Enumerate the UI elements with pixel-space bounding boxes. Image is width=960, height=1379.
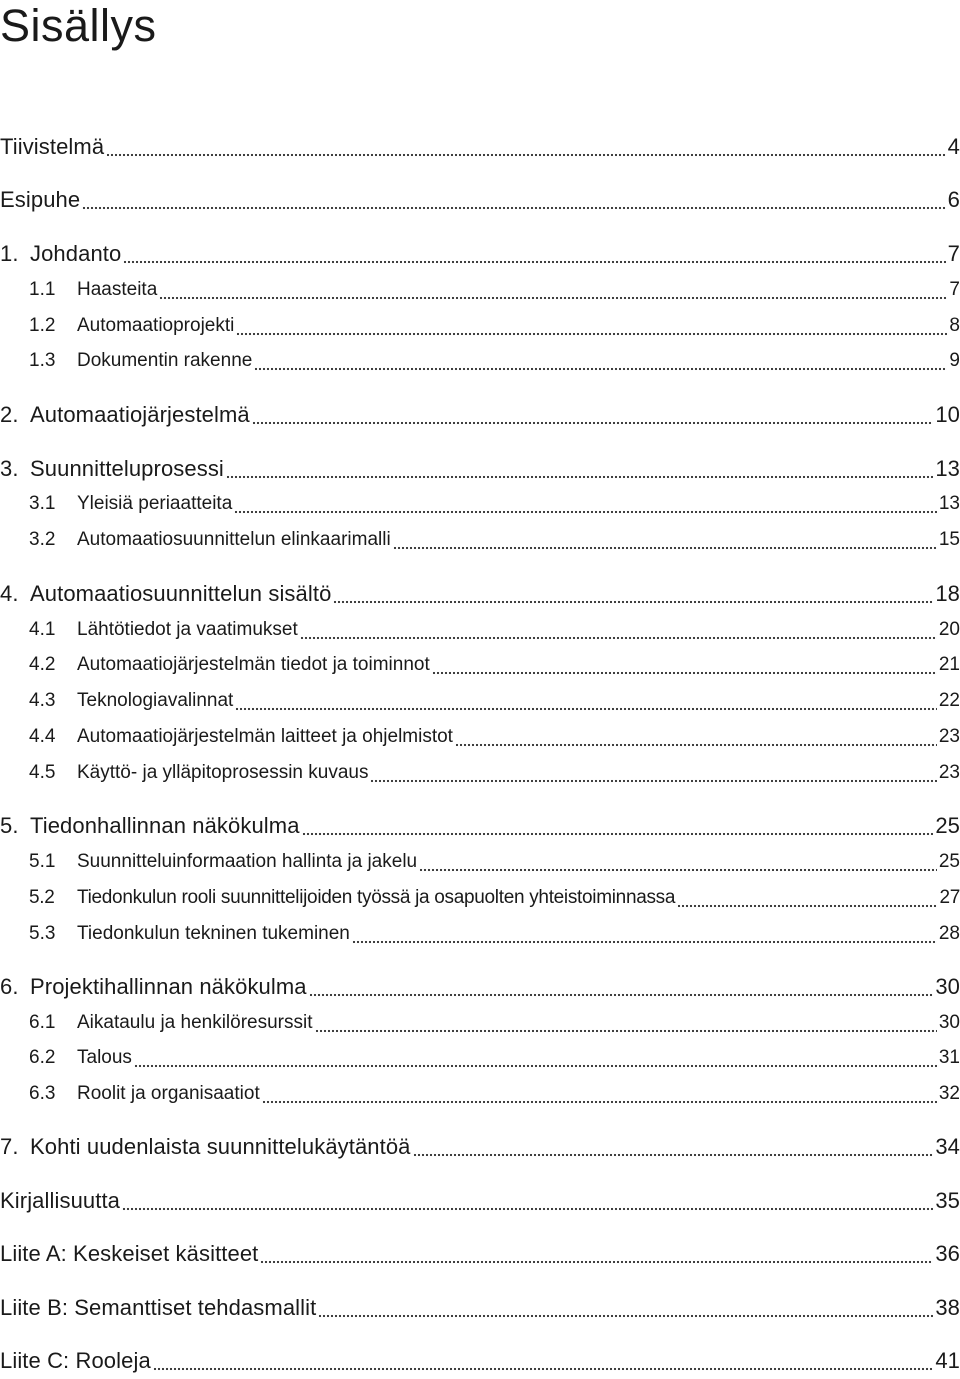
toc-section-entry[interactable] <box>0 613 960 647</box>
toc-entry-page-number: 27 <box>939 887 960 908</box>
toc-entry-number: 4.2 <box>29 654 56 675</box>
toc-chapter-entry[interactable] <box>0 577 960 611</box>
toc-entry-page-number: 25 <box>935 813 960 838</box>
toc-entry-page-number: 18 <box>935 581 960 606</box>
toc-entry-number: 1.1 <box>29 279 56 300</box>
toc-entry-label: Käyttö- ja ylläpitoprosessin kuvaus <box>77 762 369 783</box>
toc-section-entry[interactable] <box>0 756 960 790</box>
toc-section-entry[interactable] <box>0 1077 960 1111</box>
toc-entry-label: Liite A: Keskeiset käsitteet <box>0 1241 259 1266</box>
dot-leader <box>370 779 936 783</box>
dot-leader <box>106 153 945 157</box>
toc-entry-page-number: 23 <box>938 726 960 747</box>
toc-entry-label: Liite B: Semanttiset tehdasmallit <box>0 1295 317 1320</box>
dot-leader <box>352 940 937 944</box>
toc-entry-page-number: 36 <box>935 1241 960 1266</box>
toc-entry-page-number: 4 <box>947 134 960 159</box>
toc-entry-label: Haasteita <box>77 279 158 300</box>
toc-entry-label: Tiedonhallinnan näkökulma <box>30 813 300 838</box>
dot-leader <box>302 832 934 836</box>
toc-entry-number: 3.1 <box>29 493 56 514</box>
toc-entry-number: 6.2 <box>29 1047 56 1068</box>
toc-section-entry[interactable] <box>0 273 960 307</box>
toc-entry-number: 5.2 <box>29 887 55 908</box>
toc-entry-page-number: 6 <box>947 187 960 212</box>
toc-entry-label: Yleisiä periaatteita <box>77 493 233 514</box>
toc-entry-label: Tiedonkulun rooli suunnittelijoiden työssä ja osapuolten yhteistoiminnassa <box>77 887 676 908</box>
dot-leader <box>455 743 937 747</box>
toc-entry-number: 1.2 <box>29 315 56 336</box>
toc-entry-number: 4.4 <box>29 726 56 747</box>
dot-leader <box>252 421 934 425</box>
toc-entry-label: Roolit ja organisaatiot <box>77 1083 260 1104</box>
toc-entry-label: Tiedonkulun tekninen tukeminen <box>77 923 350 944</box>
toc-entry-label: Tiivistelmä <box>0 134 105 159</box>
toc-entry-page-number: 35 <box>935 1188 960 1213</box>
dot-leader <box>234 510 937 514</box>
toc-entry-label: Automaatioprojekti <box>77 315 235 336</box>
toc-chapter-entry[interactable] <box>0 1291 960 1325</box>
toc-entry-label: Automaatiojärjestelmän tiedot ja toiminnot <box>77 654 430 675</box>
toc-entry-page-number: 15 <box>938 529 960 550</box>
toc-section-entry[interactable] <box>0 684 960 718</box>
toc-chapter-entry[interactable] <box>0 237 960 271</box>
toc-chapter-entry[interactable] <box>0 1130 960 1164</box>
toc-section-entry[interactable] <box>0 523 960 557</box>
toc-entry-label: Suunnitteluinformaation hallinta ja jakelu <box>77 851 418 872</box>
toc-section-entry[interactable] <box>0 845 960 879</box>
toc-section-entry[interactable] <box>0 344 960 378</box>
dot-leader <box>153 1367 934 1371</box>
toc-entry-number: 6.1 <box>29 1012 56 1033</box>
toc-entry-label: Automaatiosuunnittelun elinkaarimalli <box>77 529 391 550</box>
toc-entry-page-number: 7 <box>949 279 960 300</box>
dot-leader <box>419 868 937 872</box>
dot-leader <box>432 671 937 675</box>
toc-entry-number: 1. <box>0 241 19 266</box>
toc-entry-number: 5.3 <box>29 923 56 944</box>
toc-entry-number: 2. <box>0 402 19 427</box>
toc-entry-page-number: 9 <box>949 350 960 371</box>
toc-entry-label: Kirjallisuutta <box>0 1188 121 1213</box>
toc-chapter-entry[interactable] <box>0 1184 960 1218</box>
toc-chapter-entry[interactable] <box>0 398 960 432</box>
dot-leader <box>134 1064 937 1068</box>
dot-leader <box>413 1153 934 1157</box>
toc-entry-number: 4.3 <box>29 690 56 711</box>
toc-entry-number: 6. <box>0 974 19 999</box>
toc-entry-label: Automaatiosuunnittelun sisältö <box>30 581 332 606</box>
toc-section-entry[interactable] <box>0 720 960 754</box>
dot-leader <box>159 296 947 300</box>
toc-entry-number: 3.2 <box>29 529 56 550</box>
dot-leader <box>333 600 933 604</box>
toc-entry-page-number: 10 <box>935 402 960 427</box>
toc-entry-number: 4.5 <box>29 762 56 783</box>
dot-leader <box>236 332 947 336</box>
toc-section-entry[interactable] <box>0 309 960 343</box>
toc-chapter-entry[interactable] <box>0 1237 960 1271</box>
toc-entry-page-number: 30 <box>935 974 960 999</box>
toc-entry-number: 1.3 <box>29 350 56 371</box>
toc-entry-label: Aikataulu ja henkilöresurssit <box>77 1012 313 1033</box>
toc-chapter-entry[interactable] <box>0 452 960 486</box>
toc-entry-page-number: 13 <box>935 456 960 481</box>
toc-entry-label: Esipuhe <box>0 187 81 212</box>
toc-entry-page-number: 38 <box>935 1295 960 1320</box>
toc-entry-number: 7. <box>0 1134 19 1159</box>
toc-entry-page-number: 41 <box>935 1348 960 1373</box>
toc-section-entry[interactable] <box>0 1041 960 1075</box>
toc-chapter-entry[interactable] <box>0 1344 960 1378</box>
dot-leader <box>309 993 934 997</box>
toc-entry-page-number: 31 <box>938 1047 960 1068</box>
toc-entry-page-number: 8 <box>949 315 960 336</box>
toc-section-entry[interactable] <box>0 648 960 682</box>
dot-leader <box>262 1100 937 1104</box>
toc-entry-label: Lähtötiedot ja vaatimukset <box>77 619 298 640</box>
toc-entry-label: Kohti uudenlaista suunnittelukäytäntöä <box>30 1134 411 1159</box>
toc-entry-label: Projektihallinnan näkökulma <box>30 974 307 999</box>
toc-entry-label: Teknologiavalinnat <box>77 690 234 711</box>
toc-entry-page-number: 34 <box>935 1134 960 1159</box>
toc-section-entry[interactable] <box>0 1006 960 1040</box>
dot-leader <box>393 546 937 550</box>
toc-entry-page-number: 30 <box>938 1012 960 1033</box>
toc-chapter-entry[interactable] <box>0 970 960 1004</box>
toc-entry-number: 5. <box>0 813 19 838</box>
toc-entry-label: Talous <box>77 1047 132 1068</box>
toc-entry-label: Johdanto <box>30 241 122 266</box>
toc-section-entry[interactable] <box>0 917 960 951</box>
toc-chapter-entry[interactable] <box>0 130 960 164</box>
toc-entry-page-number: 32 <box>938 1083 960 1104</box>
toc-chapter-entry[interactable] <box>0 183 960 217</box>
dot-leader <box>315 1029 937 1033</box>
dot-leader <box>254 367 947 371</box>
toc-entry-number: 5.1 <box>29 851 56 872</box>
dot-leader <box>226 475 933 479</box>
toc-entry-page-number: 13 <box>938 493 960 514</box>
toc-entry-page-number: 20 <box>938 619 960 640</box>
toc-entry-label: Suunnitteluprosessi <box>30 456 224 481</box>
toc-entry-label: Liite C: Rooleja <box>0 1348 151 1373</box>
toc-entry-label: Dokumentin rakenne <box>77 350 253 371</box>
dot-leader <box>82 206 945 210</box>
toc-entry-page-number: 21 <box>938 654 960 675</box>
toc-entry-number: 3. <box>0 456 19 481</box>
toc-entry-label: Automaatiojärjestelmä <box>30 402 250 427</box>
toc-entry-number: 4. <box>0 581 19 606</box>
toc-entry-label: Automaatiojärjestelmän laitteet ja ohjelmistot <box>77 726 453 747</box>
toc-entry-page-number: 28 <box>938 923 960 944</box>
toc-entry-number: 6.3 <box>29 1083 56 1104</box>
toc-entry-page-number: 25 <box>938 851 960 872</box>
dot-leader <box>677 904 937 908</box>
dot-leader <box>260 1260 933 1264</box>
toc-entry-page-number: 7 <box>947 241 960 266</box>
toc-entry-page-number: 23 <box>938 762 960 783</box>
dot-leader <box>235 707 937 711</box>
toc-entry-page-number: 22 <box>938 690 960 711</box>
toc-section-entry[interactable] <box>0 487 960 521</box>
toc-chapter-entry[interactable] <box>0 809 960 843</box>
dot-leader <box>318 1314 933 1318</box>
page-title: Sisällys <box>0 0 157 51</box>
toc-entry-number: 4.1 <box>29 619 56 640</box>
dot-leader <box>300 636 937 640</box>
dot-leader <box>122 1207 933 1211</box>
dot-leader <box>123 260 945 264</box>
toc-section-entry[interactable] <box>0 881 960 915</box>
